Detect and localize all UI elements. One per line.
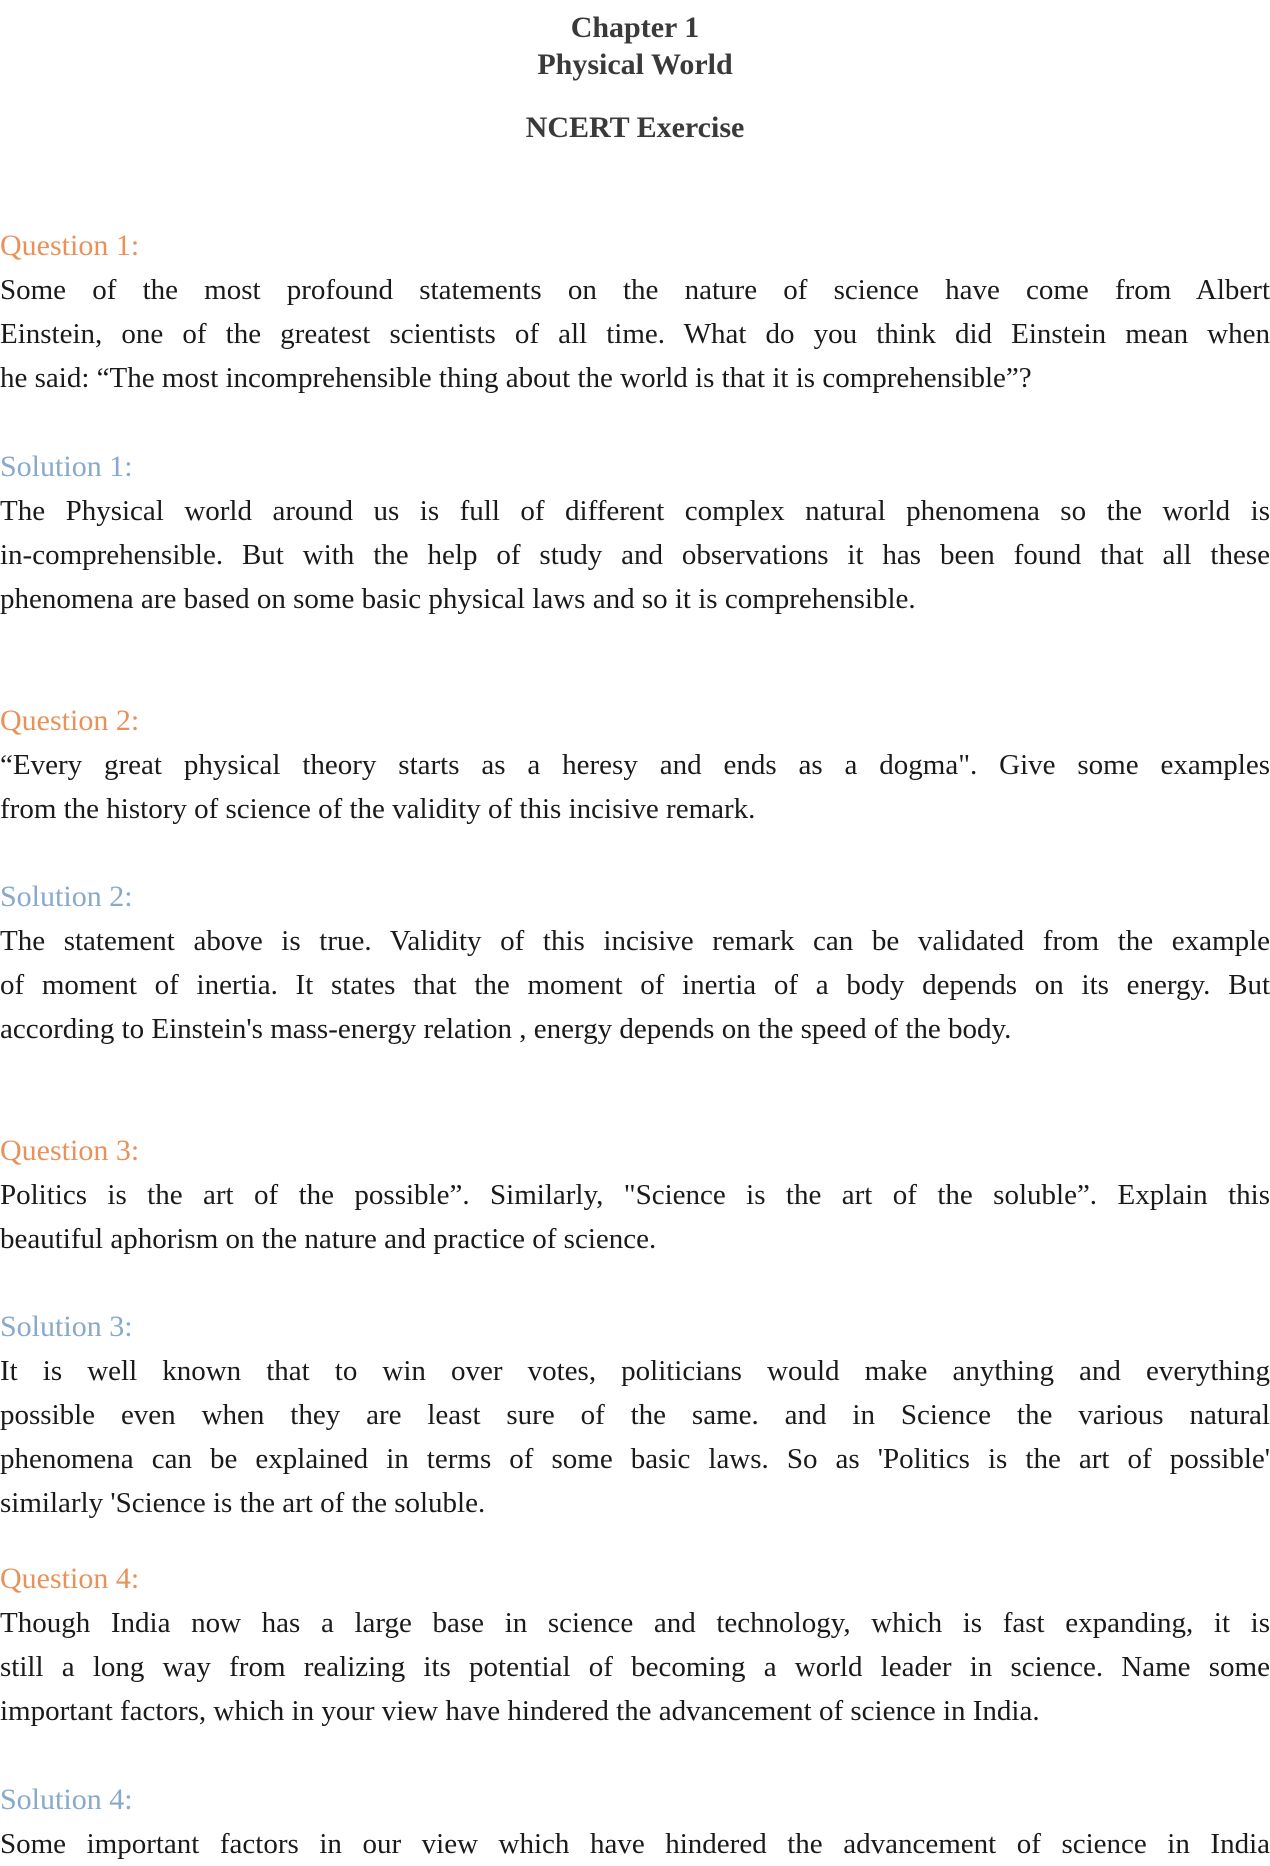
text-line: phenomena are based on some basic physical laws and so it is comprehensible. <box>0 583 916 615</box>
text-line: “Every great physical theory starts as a heresy and ends as a dogma". Give some examples <box>0 749 1270 781</box>
text-line: possible even when they are least sure of the same. and in Science the various natural <box>0 1399 1270 1431</box>
text-line: It is well known that to win over votes, politicians would make anything and everything <box>0 1355 1270 1387</box>
solution-2 <box>0 875 1270 1051</box>
solution-3 <box>0 1305 1270 1525</box>
question-3 <box>0 1129 1270 1261</box>
solution-1 <box>0 445 1270 621</box>
question-4 <box>0 1557 1270 1733</box>
exercise-heading: NCERT Exercise <box>525 111 745 144</box>
text-line: still a long way from realizing its potential of becoming a world leader in science. Name some <box>0 1651 1270 1683</box>
text-line: Some important factors in our view which have hindered the advancement of science in India <box>0 1828 1270 1860</box>
text-line: Politics is the art of the possible”. Similarly, "Science is the art of the soluble”. Explain this <box>0 1179 1270 1211</box>
question-label: Question 4: <box>0 1562 140 1595</box>
text-line: important factors, which in your view have hindered the advancement of science in India. <box>0 1695 1040 1727</box>
text-line: similarly 'Science is the art of the soluble. <box>0 1487 486 1519</box>
question-label: Question 1: <box>0 229 140 262</box>
text-line: from the history of science of the validity of this incisive remark. <box>0 793 756 825</box>
text-line: phenomena can be explained in terms of some basic laws. So as 'Politics is the art of possible' <box>0 1443 1270 1475</box>
text-line: according to Einstein's mass-energy relation , energy depends on the speed of the body. <box>0 1013 1012 1045</box>
question-label: Question 3: <box>0 1134 140 1167</box>
text-line: beautiful aphorism on the nature and practice of science. <box>0 1223 657 1255</box>
solution-label: Solution 3: <box>0 1310 133 1343</box>
text-line: The statement above is true. Validity of this incisive remark can be validated from the example <box>0 925 1270 957</box>
solution-label: Solution 1: <box>0 450 133 483</box>
question-1 <box>0 224 1270 400</box>
question-2 <box>0 699 1270 831</box>
chapter-number: Chapter 1 <box>570 11 700 44</box>
question-label: Question 2: <box>0 704 140 737</box>
text-line: in-comprehensible. But with the help of study and observations it has been found that all these <box>0 539 1270 571</box>
text-line: Some of the most profound statements on the nature of science have come from Albert <box>0 274 1270 306</box>
solution-4 <box>0 1778 1270 1866</box>
text-line: of moment of inertia. It states that the moment of inertia of a body depends on its energy. But <box>0 969 1270 1001</box>
text-line: Einstein, one of the greatest scientists of all time. What do you think did Einstein mean when <box>0 318 1270 350</box>
solution-label: Solution 4: <box>0 1783 133 1816</box>
text-line: Though India now has a large base in science and technology, which is fast expanding, it is <box>0 1607 1270 1639</box>
text-line: The Physical world around us is full of different complex natural phenomena so the world is <box>0 495 1270 527</box>
chapter-title: Physical World <box>537 48 733 81</box>
solution-label: Solution 2: <box>0 880 133 913</box>
text-line: he said: “The most incomprehensible thing about the world is that it is comprehensible”? <box>0 362 1032 394</box>
